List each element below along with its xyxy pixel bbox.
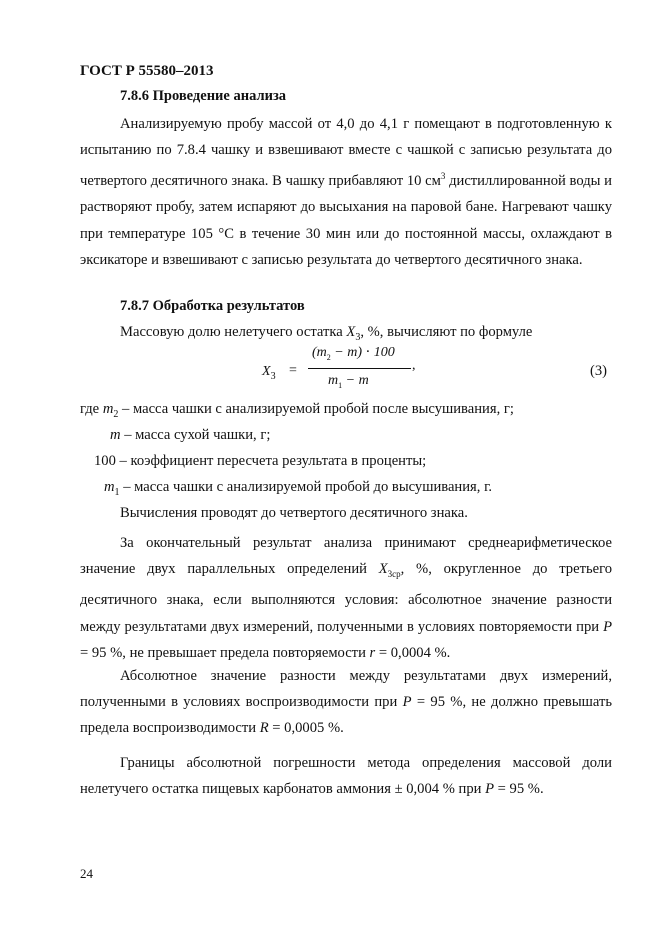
- formula-comma: ,: [412, 358, 416, 373]
- formula-x3: [262, 345, 422, 396]
- section-title-7-8-6: 7.8.6 Проведение анализа: [120, 88, 287, 104]
- formula-equals: =: [289, 363, 297, 378]
- formula-numerator: $(m_2 - m) \cdot 100$: [312, 345, 395, 362]
- formula-lhs: $X_3$: [262, 364, 276, 382]
- standard-header: ГОСТ Р 55580–2013: [80, 63, 214, 79]
- definition-m1: $m_1$ – масса чашки с анализируемой пробой до высушивания, г.: [104, 479, 493, 498]
- paragraph-reproducibility: Абсолютное значение разности между результатами двух измерений, полученными в условиях воспроизводимости при P = 95 %, не должно превышать предела воспроизводимости R = 0,0005 %.: [80, 668, 612, 737]
- fraction-bar: [308, 368, 411, 369]
- paragraph-final-result: За окончательный результат анализа принимают среднеарифметическое значение двух параллельных определений $X_{3ср}$, %, округленное до третьего десятичного знака, если выполняются условия: абсолютное значение разности между результатами двух измерений, полученными в условиях повторяемости при P = 95 %, не превышает предела повторяемости r = 0,0004 %.: [80, 535, 612, 661]
- definition-100: 100 – коэффициент пересчета результата в проценты;: [94, 453, 427, 469]
- formula-intro: Массовую долю нелетучего остатка $X_3$, %, вычисляют по формуле: [120, 324, 533, 343]
- paragraph-analysis-procedure: Анализируемую пробу массой от 4,0 до 4,1 г помещают в подготовленную к испытанию по 7.8.4 чашку и взвешивают вместе с чашкой с записью результата до четвертого десятичного знака. В чашку прибавляют 10 $см^3$ дистиллированной воды и растворяют пробу, затем испаряют до высыхания на паровой бане. Нагревают чашку при температуре 105 °С в течение 30 мин или до постоянной массы, охлаждают в эксикаторе и взвешивают с записью результата до четвертого десятичного знака.: [80, 116, 612, 268]
- definition-m: m – масса сухой чашки, г;: [110, 427, 271, 443]
- section-title-7-8-7: 7.8.7 Обработка результатов: [120, 298, 305, 314]
- page-number: 24: [80, 866, 93, 881]
- superscript-cube: 3: [440, 171, 446, 182]
- paragraph-calculation: Вычисления проводят до четвертого десятичного знака.: [120, 505, 468, 521]
- formula-denominator: $m_1 - m$: [328, 373, 369, 390]
- definition-m2: где $m_2$ – масса чашки с анализируемой пробой после высушивания, г;: [80, 401, 514, 420]
- formula-number: (3): [590, 363, 608, 379]
- paragraph-error-bounds: Границы абсолютной погрешности метода определения массовой доли нелетучего остатка пищевых карбонатов аммония ± 0,004 % при P = 95 %.: [80, 755, 612, 798]
